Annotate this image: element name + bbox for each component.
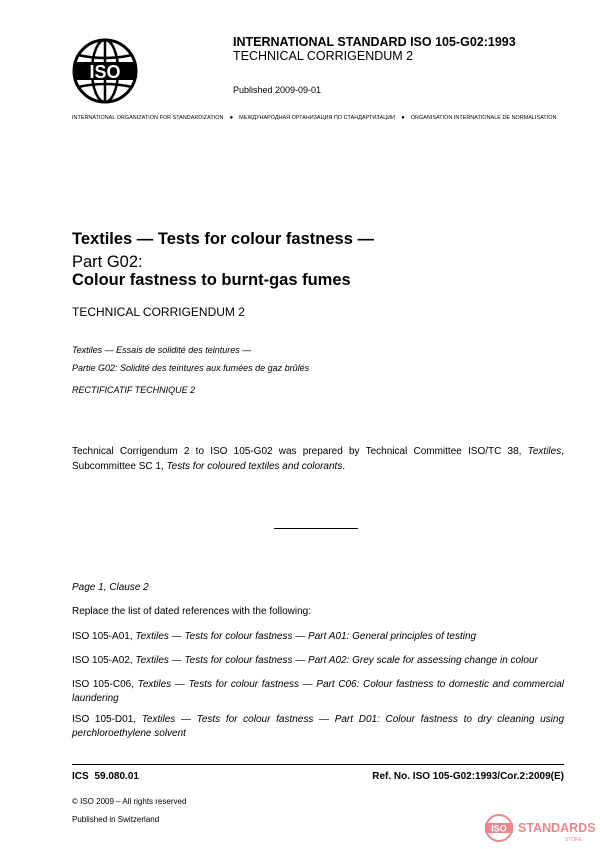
clause-reference: Page 1, Clause 2 (72, 582, 149, 593)
iso-logo-text: ISO (89, 62, 121, 82)
french-part-title: Partie G02: Solidité des teintures aux fumées de gaz brûlés (72, 363, 310, 373)
footer-rule (72, 764, 564, 765)
reference-entry (72, 654, 564, 668)
intro-paragraph (72, 444, 564, 474)
reference-title: Textiles — Tests for colour fastness — Part A02: Grey scale for assessing change in colour (135, 655, 538, 666)
reference-number: Ref. No. ISO 105-G02:1993/Cor.2:2009(E) (372, 771, 564, 782)
reference-code: ISO 105-D01, (72, 714, 142, 725)
reference-title: Textiles — Tests for colour fastness — Part C06: Colour fastness to domestic and commercial laundering (72, 679, 565, 704)
committee-name: Textiles (527, 446, 562, 457)
org-name-en: INTERNATIONAL ORGANIZATION FOR STANDARDIZATION (72, 115, 224, 121)
reference-code: ISO 105-A02, (72, 655, 136, 666)
published-date: Published 2009-09-01 (233, 85, 322, 95)
intro-text: . (342, 461, 346, 472)
subcommittee-name: Tests for coloured textiles and colorants (166, 461, 343, 472)
part-label: Part G02: (72, 253, 143, 271)
intro-text: , Subcommittee SC 1, (72, 446, 564, 472)
reference-entry (72, 713, 564, 740)
part-title: Colour fastness to burnt-gas fumes (72, 271, 351, 289)
document-main-title: Textiles — Tests for colour fastness — (72, 230, 374, 248)
reference-title: Textiles — Tests for colour fastness — Part A01: General principles of testing (135, 631, 477, 642)
published-location: Published in Switzerland (72, 815, 160, 824)
ics-code: ICS 59.080.01 (72, 771, 139, 782)
reference-code: ISO 105-C06, (72, 679, 138, 690)
bullet-separator: ● (401, 115, 405, 121)
reference-entry (72, 678, 564, 705)
watermark-logo-text: ISO (491, 823, 507, 834)
organization-names (72, 115, 564, 121)
corrigendum-label: TECHNICAL CORRIGENDUM 2 (233, 49, 414, 63)
watermark-tag: STORE (564, 837, 582, 843)
french-title: Textiles — Essais de solidité des teintures — (72, 345, 252, 355)
technical-corrigendum-label: TECHNICAL CORRIGENDUM 2 (72, 305, 245, 319)
reference-entry (72, 630, 564, 644)
bullet-separator: ● (229, 115, 234, 121)
iso-logo (72, 38, 138, 104)
iso-standards-store-watermark (484, 813, 596, 845)
section-separator (274, 528, 358, 529)
copyright-notice: © ISO 2009 – All rights reserved (72, 797, 187, 806)
watermark-brand: STANDARDS (518, 821, 596, 835)
intro-text: Technical Corrigendum 2 to ISO 105-G02 was prepared by Technical Committee ISO/TC 38, (72, 446, 528, 457)
org-name-ru: МЕЖДУНАРОДНАЯ ОРГАНИЗАЦИЯ ПО СТАНДАРТИЗАЦИИ (239, 115, 396, 121)
org-name-fr: ORGANISATION INTERNATIONALE DE NORMALISATION (410, 115, 557, 121)
french-corrigendum-label: RECTIFICATIF TECHNIQUE 2 (72, 385, 196, 395)
standard-title: INTERNATIONAL STANDARD ISO 105-G02:1993 (233, 35, 516, 49)
replace-instruction: Replace the list of dated references with the following: (72, 606, 312, 617)
reference-code: ISO 105-A01, (72, 631, 136, 642)
reference-title: Textiles — Tests for colour fastness — Part D01: Colour fastness to dry cleaning using perchloroethylene solvent (72, 714, 564, 739)
